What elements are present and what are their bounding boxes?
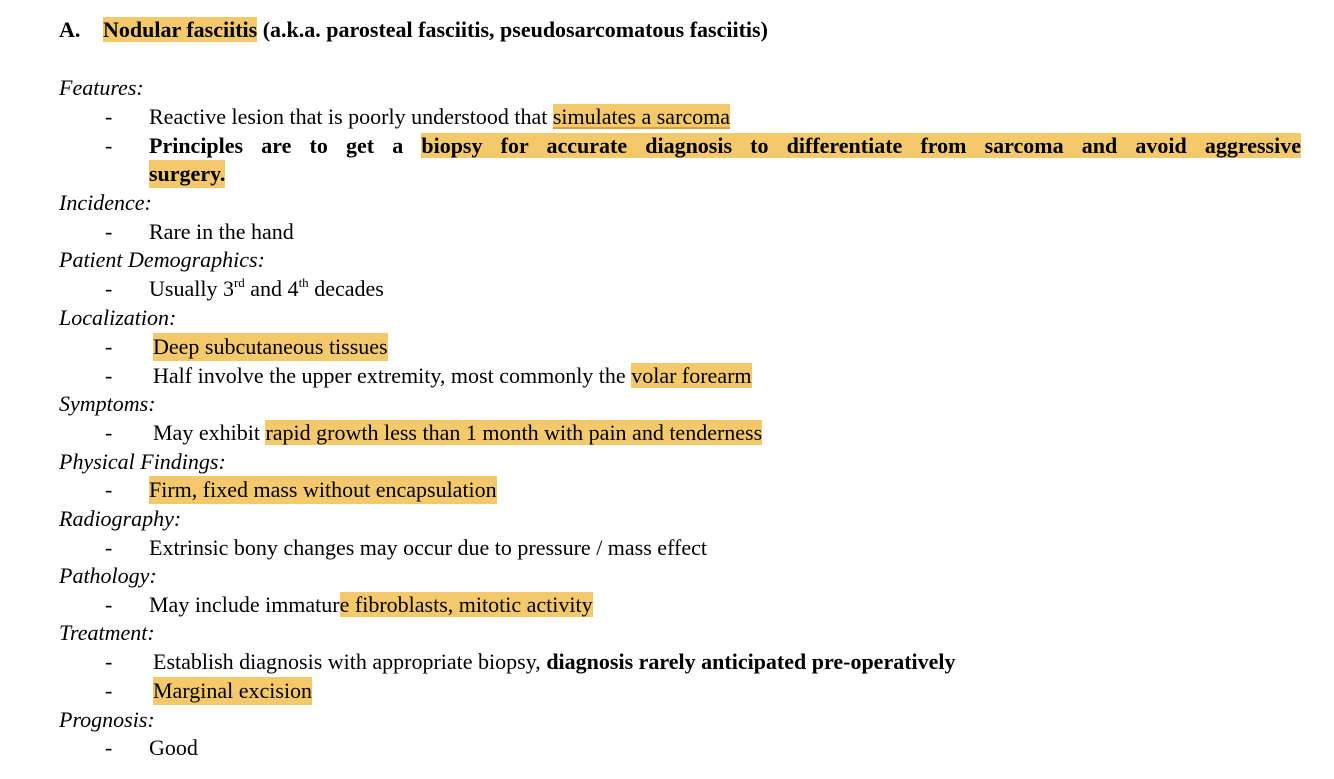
section-title	[59, 15, 768, 45]
section-letter: A.	[59, 17, 81, 42]
demographics-sup-rd: rd	[233, 275, 245, 290]
physical-item-1-highlight: Firm, fixed mass without encapsulation	[149, 477, 497, 502]
features-item-1-highlight: simulates a sarcoma	[552, 104, 731, 129]
localization-item-2-text: Half involve the upper extremity, most commonly the	[153, 363, 632, 388]
features-item-2-highlight-cont: surgery.	[149, 161, 226, 186]
bullet-dash: -	[105, 649, 113, 674]
pathology-heading: Pathology:	[59, 563, 157, 588]
symptoms-heading: Symptoms:	[59, 391, 156, 416]
demographics-text-post: decades	[308, 276, 384, 301]
bullet-dash: -	[105, 276, 113, 301]
symptoms-item-1-text: May exhibit	[153, 420, 266, 445]
physical-heading: Physical Findings:	[59, 449, 226, 474]
bullet-dash: -	[105, 592, 113, 617]
localization-item-2-highlight: volar forearm	[631, 363, 752, 388]
prognosis-heading: Prognosis:	[59, 707, 155, 732]
radiography-item-1-text: Extrinsic bony changes may occur due to pressure / mass effect	[149, 535, 707, 560]
incidence-heading: Incidence:	[59, 190, 152, 215]
symptoms-item-1-highlight: rapid growth less than 1 month with pain and tenderness	[265, 420, 763, 445]
localization-item-1-highlight: Deep subcutaneous tissues	[153, 334, 388, 359]
bullet-dash: -	[105, 334, 113, 359]
incidence-item-1-text: Rare in the hand	[149, 219, 294, 244]
bullet-dash: -	[105, 420, 113, 445]
title-aka: (a.k.a. parosteal fasciitis, pseudosarcomatous fasciitis)	[262, 17, 768, 42]
pathology-item-1-text: May include immatur	[149, 592, 340, 617]
bullet-dash: -	[105, 477, 113, 502]
treatment-item-2-highlight: Marginal excision	[153, 678, 313, 703]
treatment-heading: Treatment:	[59, 620, 155, 645]
demographics-heading: Patient Demographics:	[59, 247, 265, 272]
treatment-item-1-bold: diagnosis rarely anticipated pre-operatively	[546, 649, 956, 674]
features-heading: Features:	[59, 75, 144, 100]
features-item-2-text: Principles are to get a	[149, 133, 422, 158]
localization-heading: Localization:	[59, 305, 177, 330]
features-item-2-line-1	[149, 132, 1301, 160]
demographics-text-pre: Usually 3	[149, 276, 234, 301]
features-item-1-text: Reactive lesion that is poorly understood that	[149, 104, 553, 129]
demographics-text-mid: and 4	[244, 276, 299, 301]
prognosis-item-1-text: Good	[149, 735, 198, 760]
radiography-heading: Radiography:	[59, 506, 182, 531]
treatment-item-1-text: Establish diagnosis with appropriate biopsy,	[153, 649, 547, 674]
bullet-dash: -	[105, 104, 113, 129]
bullet-dash: -	[105, 219, 113, 244]
bullet-dash: -	[105, 363, 113, 388]
features-item-2-highlight: biopsy for accurate diagnosis to differentiate from sarcoma and avoid aggressive	[421, 133, 1301, 158]
bullet-dash: -	[105, 133, 113, 158]
bullet-dash: -	[105, 535, 113, 560]
bullet-dash: -	[105, 735, 113, 760]
pathology-item-1-highlight: e fibroblasts, mitotic activity	[339, 592, 593, 617]
bullet-dash: -	[105, 678, 113, 703]
demographics-sup-th: th	[298, 275, 309, 290]
title-highlighted-name: Nodular fasciitis	[103, 17, 258, 42]
